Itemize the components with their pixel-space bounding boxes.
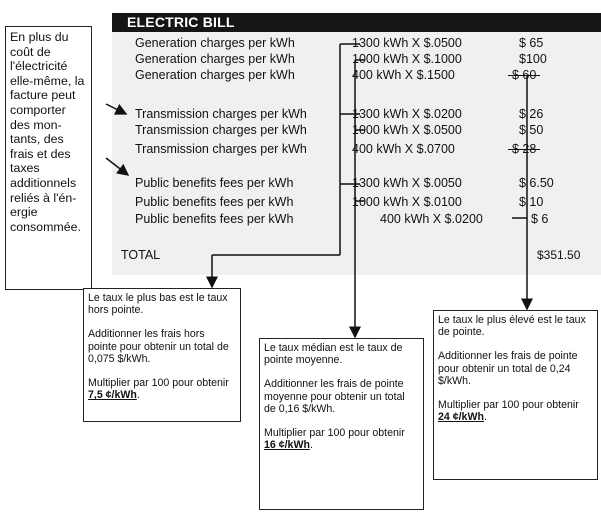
bill-row-amount: $ 28 — [512, 142, 537, 156]
total-label: TOTAL — [121, 248, 161, 262]
bill-row-calc: 1000 kWh X $.0100 — [352, 195, 462, 209]
bill-row-calc: 1000 kWh X $.1000 — [352, 52, 462, 66]
bill-row-amount: $ 65 — [519, 36, 544, 50]
bill-row-calc: 400 kWh X $.0700 — [352, 142, 455, 156]
callout-text: Multiplier par 100 pour obtenir — [438, 399, 579, 412]
bill-row-label: Public benefits fees per kWh — [135, 195, 294, 209]
bill-row-label: Generation charges per kWh — [135, 52, 295, 66]
bill-row-label: Generation charges per kWh — [135, 68, 295, 82]
bill-row-calc: 1000 kWh X $.0500 — [352, 123, 462, 137]
bill-row-amount-struck — [512, 142, 536, 156]
callout-mid-rate — [259, 338, 424, 510]
callout-text: . — [136, 389, 140, 402]
bill-row-label: Generation charges per kWh — [135, 36, 295, 50]
total-amount: $351.50 — [537, 248, 581, 262]
callout-text: Le taux le plus élevé est le taux de pointe. — [438, 314, 586, 339]
bill-row-calc: 1300 kWh X $.0200 — [352, 107, 462, 121]
callout-text: Multiplier par 100 pour obtenir — [88, 377, 229, 390]
callout-text: Additionner les frais hors pointe pour obtenir un total de 0,075 $/kWh. — [88, 328, 229, 365]
bill-row-calc: 400 kWh X $.1500 — [352, 68, 455, 82]
callout-text: Additionner les frais de pointe pour obtenir un total de 0,24 $/kWh. — [438, 350, 578, 387]
callout-text: Le taux le plus bas est le taux hors pointe. — [88, 292, 228, 317]
bill-row-calc: 1300 kWh X $.0050 — [352, 176, 462, 190]
callout-result: 24 ¢/kWh — [438, 411, 484, 424]
callout-result: 7,5 ¢/kWh — [88, 389, 137, 402]
bill-row-calc: 400 kWh X $.0200 — [380, 212, 483, 226]
callout-text: Multiplier par 100 pour obtenir — [264, 427, 405, 440]
bill-row-amount: $ 6 — [531, 212, 549, 226]
bill-row-amount: $ 26 — [519, 107, 544, 121]
callout-result-line — [264, 427, 419, 451]
bill-row-amount: $ 6.50 — [519, 176, 554, 190]
bill-row-calc: 1300 kWh X $.0500 — [352, 36, 462, 50]
callout-text: . — [309, 439, 313, 452]
callout-text: Le taux médian est le taux de pointe moyenne. — [264, 342, 403, 367]
callout-text: Additionner les frais de pointe moyenne pour obtenir un total de 0,16 $/kWh. — [264, 378, 405, 415]
bill-row-amount-struck — [512, 68, 536, 82]
bill-row-amount: $ 50 — [519, 123, 544, 137]
bill-row-label: Transmission charges per kWh — [135, 123, 307, 137]
callout-low-rate — [83, 288, 241, 422]
callout-result-line — [438, 399, 593, 423]
bill-row-label: Transmission charges per kWh — [135, 107, 307, 121]
bill-title: ELECTRIC BILL — [112, 13, 601, 32]
callout-text: . — [483, 411, 487, 424]
bill-row-amount: $100 — [519, 52, 547, 66]
bill-row-label: Transmission charges per kWh — [135, 142, 307, 156]
bill-row-amount: $ 60 — [512, 68, 537, 82]
bill-row-label: Public benefits fees per kWh — [135, 176, 294, 190]
callout-result: 16 ¢/kWh — [264, 439, 310, 452]
callout-high-rate — [433, 310, 598, 480]
bill-row-label: Public benefits fees per kWh — [135, 212, 294, 226]
side-note: En plus du coût de l'électricité elle-même, la facture peut comporter des mon-tants, des frais et des taxes additionnels reliés à l'én-ergie consommée. — [5, 26, 92, 290]
bill-row-amount: $ 10 — [519, 195, 544, 209]
callout-result-line — [88, 377, 236, 401]
